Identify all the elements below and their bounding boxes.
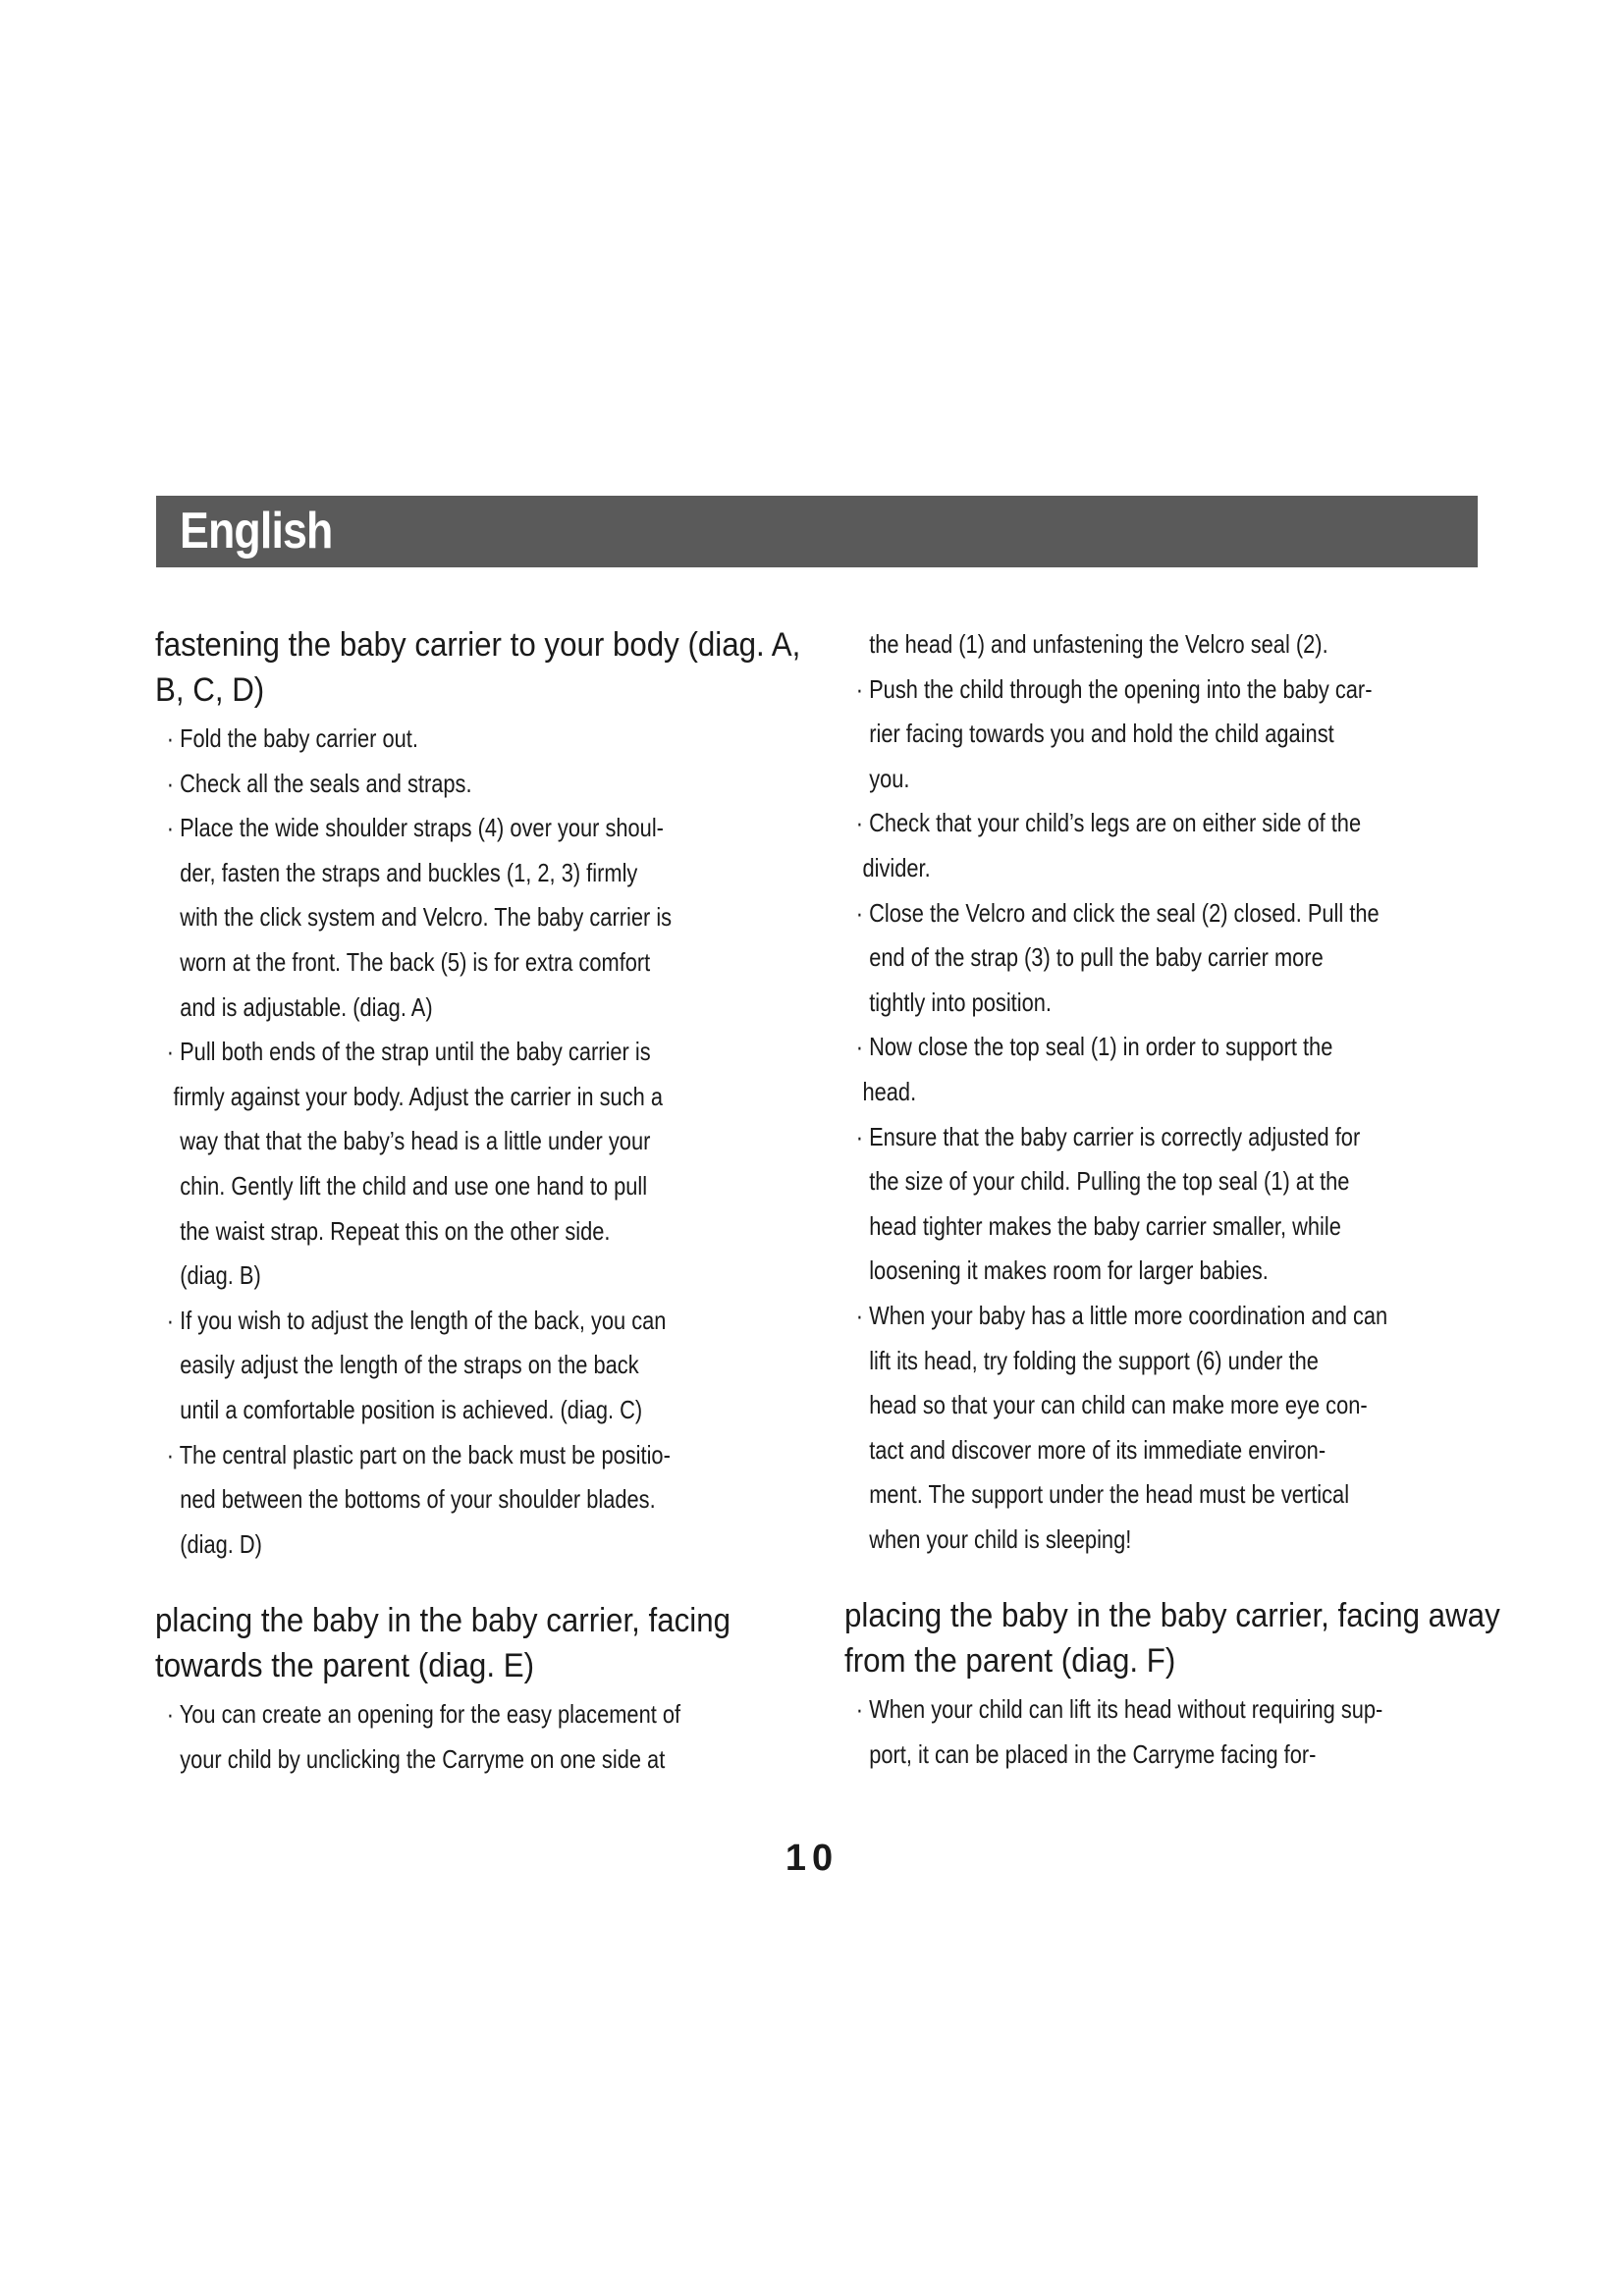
section-heading-facing-away	[844, 1593, 1500, 1683]
text-line: and is adjustable. (diag. A)	[180, 991, 433, 1022]
text-line: (diag. D)	[180, 1528, 262, 1559]
text-line: · Check that your child’s legs are on either side of the	[855, 808, 1362, 838]
text-line: tact and discover more of its immediate environ-	[869, 1434, 1326, 1465]
page-number: 10	[785, 1838, 839, 1879]
text-line: · Ensure that the baby carrier is correctly adjusted for	[855, 1121, 1361, 1151]
text-line: loosening it makes room for larger babies.	[869, 1255, 1269, 1286]
heading-line: towards the parent (diag. E)	[155, 1647, 534, 1685]
text-line: head tighter makes the baby carrier smaller, while	[869, 1210, 1341, 1241]
language-header-bar	[156, 496, 1478, 567]
text-line: · Fold the baby carrier out.	[166, 723, 418, 753]
text-line: ment. The support under the head must be vertical	[869, 1479, 1350, 1510]
text-line: lift its head, try folding the support (6) under the	[869, 1345, 1319, 1375]
text-line: tightly into position.	[869, 987, 1052, 1017]
text-line: easily adjust the length of the straps on the back	[180, 1350, 639, 1380]
right-column	[844, 622, 1500, 1778]
section-heading-facing-towards	[155, 1598, 787, 1688]
text-line: · Push the child through the opening into the baby car-	[855, 673, 1373, 704]
text-line: divider.	[862, 852, 931, 882]
heading-line: from the parent (diag. F)	[844, 1642, 1176, 1681]
text-line: worn at the front. The back (5) is for extra comfort	[180, 946, 651, 977]
left-column	[155, 622, 801, 1782]
text-line: way that that the baby’s head is a little under your	[180, 1126, 651, 1156]
text-line: · Pull both ends of the strap until the baby carrier is	[166, 1037, 651, 1067]
text-line: · The central plastic part on the back must be positio-	[166, 1439, 671, 1469]
text-line: the waist strap. Repeat this on the other side.	[180, 1215, 611, 1246]
text-line: · Check all the seals and straps.	[166, 768, 472, 798]
text-line: the size of your child. Pulling the top seal (1) at the	[869, 1166, 1350, 1197]
section-heading-fastening	[155, 622, 801, 713]
text-line: port, it can be placed in the Carryme facing for-	[869, 1739, 1317, 1770]
text-line: · Place the wide shoulder straps (4) over your shoul-	[166, 813, 664, 843]
text-line: when your child is sleeping!	[869, 1523, 1132, 1554]
language-title: English	[180, 503, 333, 560]
text-line: chin. Gently lift the child and use one hand to pull	[180, 1170, 648, 1201]
heading-line: placing the baby in the baby carrier, facing	[155, 1602, 731, 1640]
text-line: firmly against your body. Adjust the carrier in such a	[173, 1081, 663, 1111]
text-line: · Close the Velcro and click the seal (2) closed. Pull the	[855, 897, 1380, 928]
facing-towards-instructions-continued	[844, 622, 1480, 1562]
heading-line: B, C, D)	[155, 671, 265, 709]
text-line: rier facing towards you and hold the child against	[869, 719, 1334, 749]
text-line: · If you wish to adjust the length of the back, you can	[166, 1305, 667, 1335]
text-line: der, fasten the straps and buckles (1, 2, 3) firmly	[180, 857, 638, 887]
text-line: head.	[862, 1076, 917, 1106]
heading-line: placing the baby in the baby carrier, facing away	[844, 1597, 1500, 1635]
facing-away-instructions	[844, 1687, 1480, 1777]
text-line: with the click system and Velcro. The baby carrier is	[180, 902, 673, 933]
text-line: your child by unclicking the Carryme on one side at	[180, 1743, 666, 1774]
facing-towards-instructions	[155, 1692, 790, 1782]
text-line: · When your child can lift its head without requiring sup-	[855, 1694, 1383, 1725]
text-line: · When your baby has a little more coordination and can	[855, 1300, 1388, 1330]
text-line: you.	[869, 763, 910, 793]
text-line: · You can create an opening for the easy placement of	[166, 1699, 681, 1730]
text-line: until a comfortable position is achieved. (diag. C)	[180, 1394, 643, 1424]
text-line: end of the strap (3) to pull the baby carrier more	[869, 942, 1324, 973]
text-line: the head (1) and unfastening the Velcro seal (2).	[869, 629, 1328, 659]
text-line: · Now close the top seal (1) in order to support the	[855, 1032, 1333, 1062]
text-line: (diag. B)	[180, 1260, 261, 1291]
text-line: ned between the bottoms of your shoulder blades.	[180, 1484, 656, 1515]
text-line: head so that your can child can make more eye con-	[869, 1390, 1368, 1420]
fastening-instructions	[155, 717, 790, 1567]
heading-line: fastening the baby carrier to your body (diag. A,	[155, 626, 801, 664]
